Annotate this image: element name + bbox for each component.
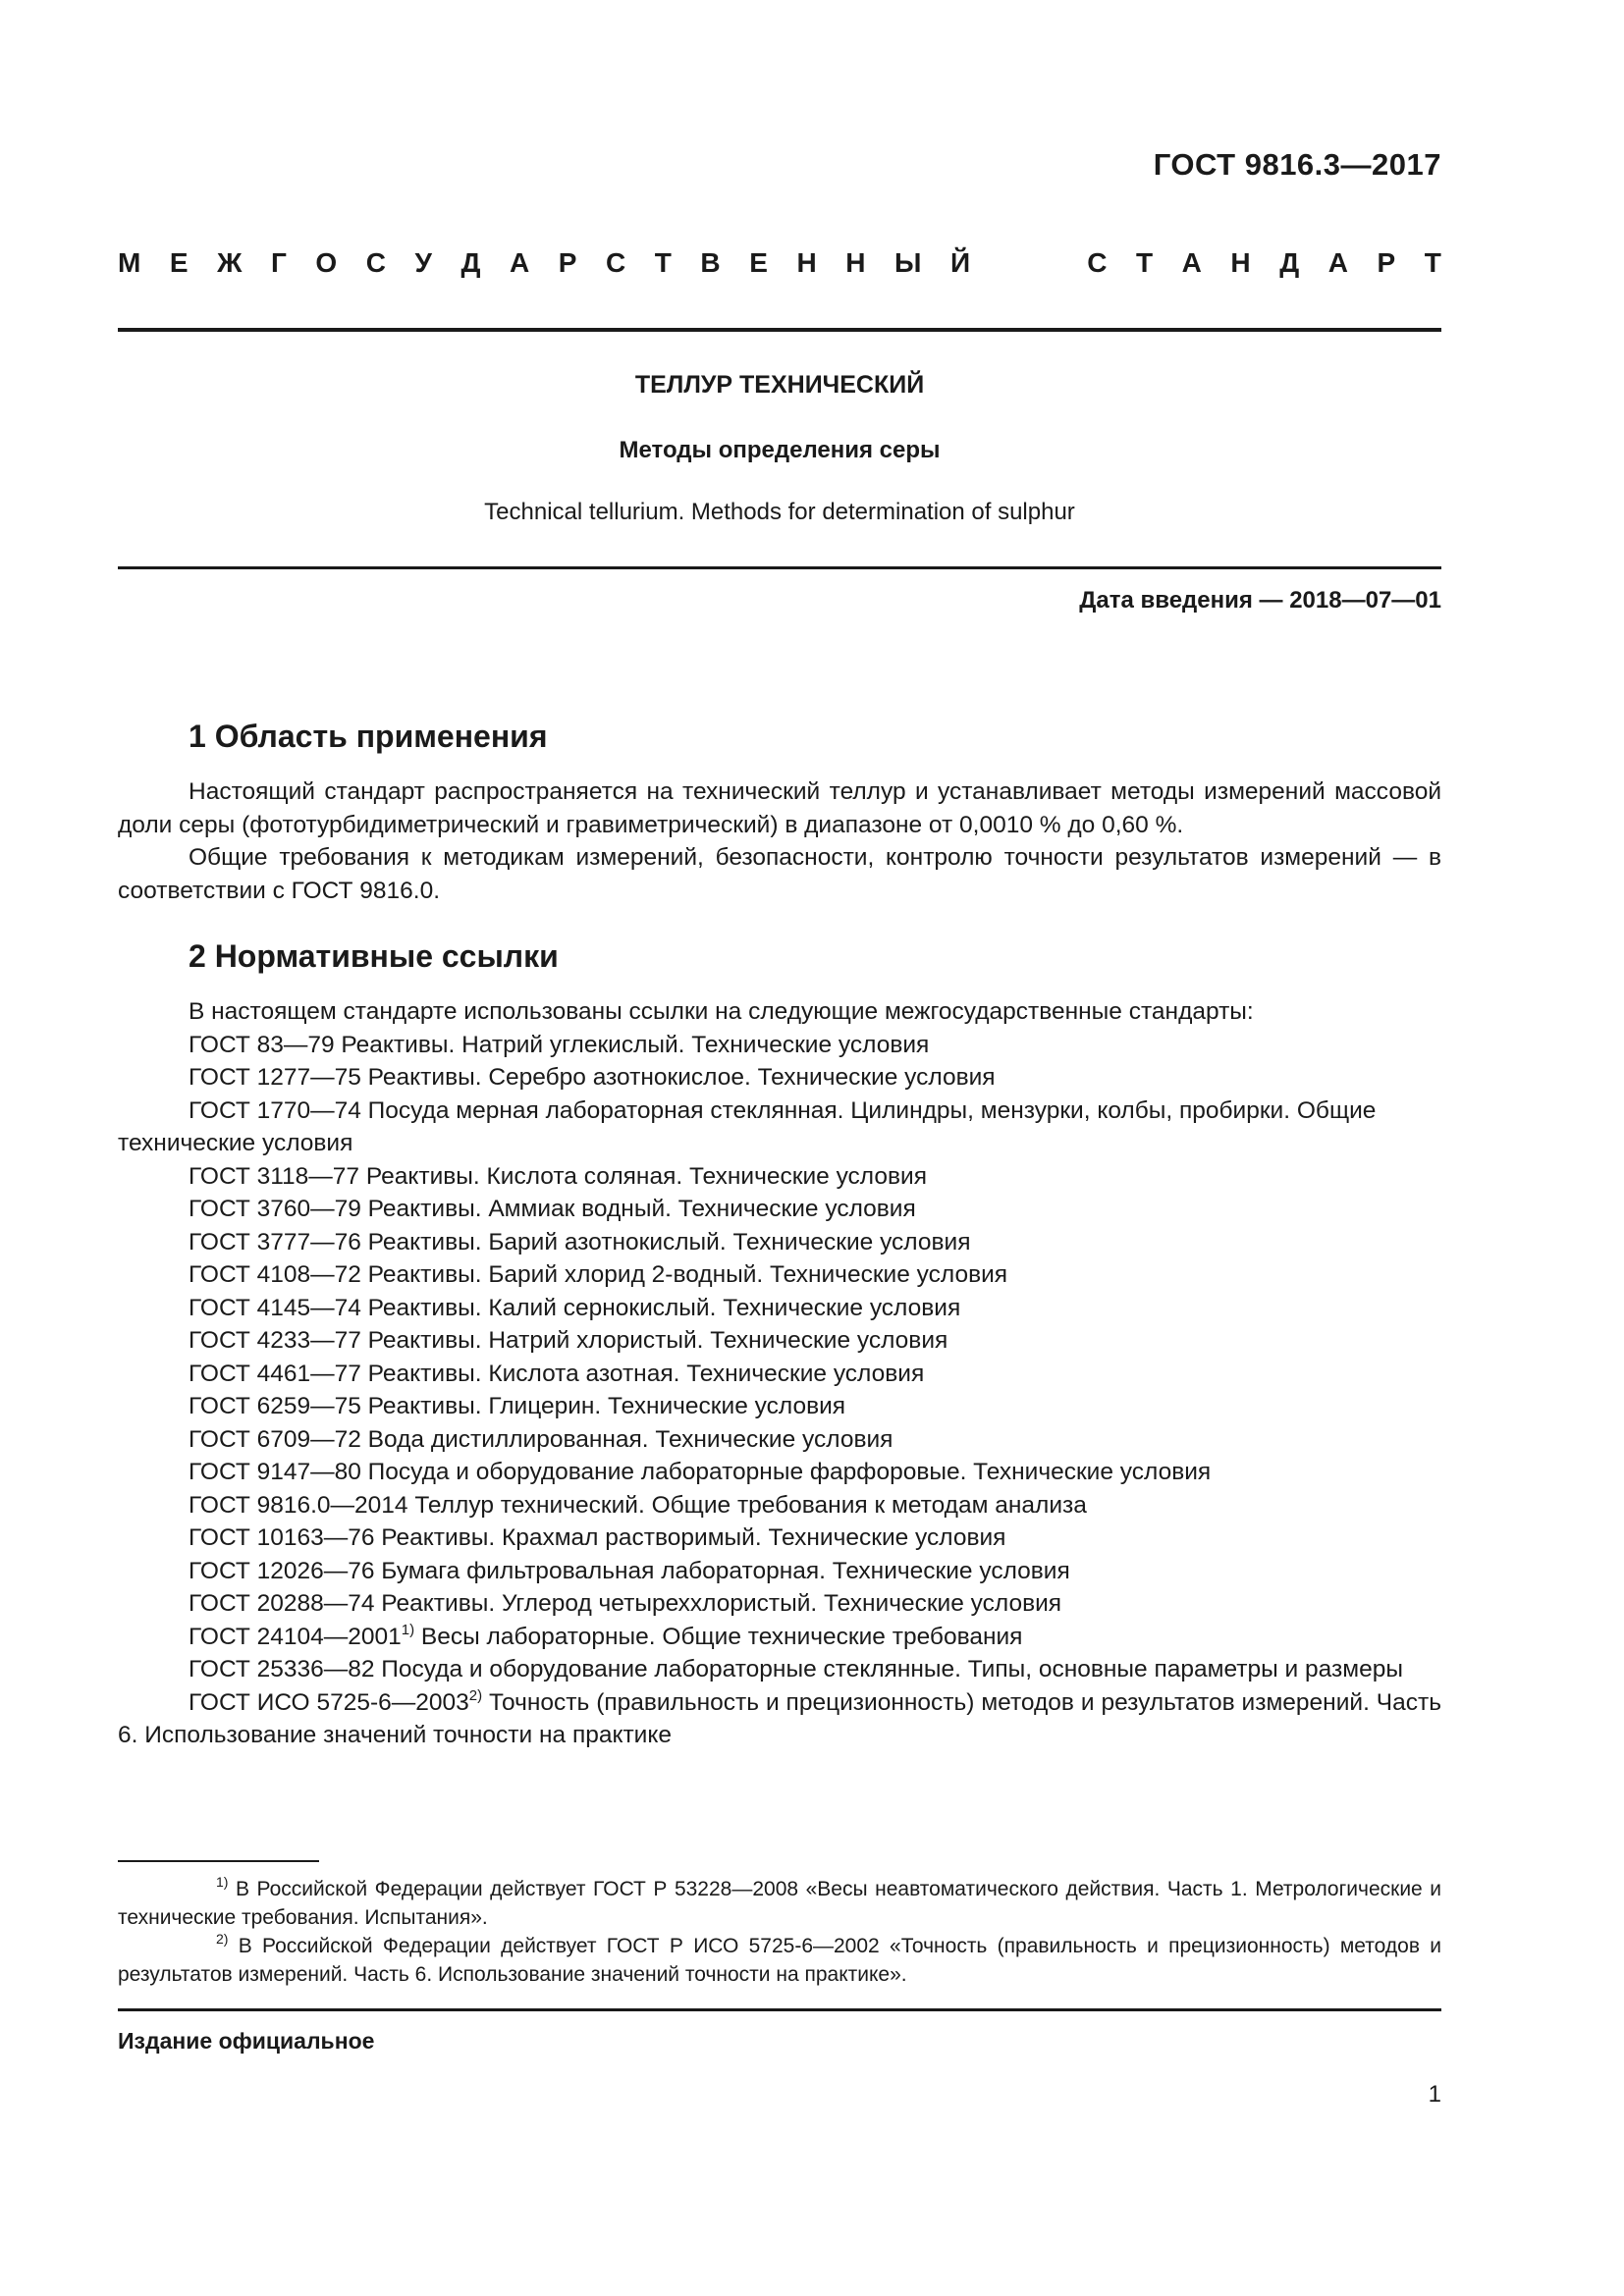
banner-letter: Д — [460, 247, 481, 278]
section-2-heading: 2 Нормативные ссылки — [189, 938, 559, 974]
reference-title: Весы лабораторные. Общие технические требования — [414, 1623, 1023, 1650]
banner-letter: Н — [845, 247, 866, 278]
top-divider — [118, 328, 1441, 332]
banner-letter: В — [700, 247, 721, 278]
banner-letter: М — [118, 247, 141, 278]
footnote-2 — [118, 1932, 1441, 1989]
standard-number: ГОСТ 9816.3—2017 — [1153, 147, 1441, 182]
section-1-paragraph: Настоящий стандарт распространяется на технический теллур и устанавливает методы измерений массовой доли серы (фототурбидиметрический и гравиметрический) в диапазоне от 0,0010 % до 0,60 %. — [118, 778, 1441, 838]
footnote-marker[interactable]: 1) — [401, 1621, 415, 1638]
banner-letter: Е — [749, 247, 768, 278]
reference-item: ГОСТ 9147—80 Посуда и оборудование лабораторные фарфоровые. Технические условия — [189, 1459, 1212, 1485]
reference-item: ГОСТ 4233—77 Реактивы. Натрий хлористый. Технические условия — [189, 1327, 948, 1354]
reference-item: ГОСТ 3777—76 Реактивы. Барий азотнокислый. Технические условия — [189, 1228, 971, 1255]
reference-item: ГОСТ 4145—74 Реактивы. Калий сернокислый. Технические условия — [189, 1294, 961, 1321]
reference-item: ГОСТ 25336—82 Посуда и оборудование лабораторные стеклянные. Типы, основные параметры и размеры — [189, 1656, 1403, 1682]
section-1-heading: 1 Область применения — [189, 719, 548, 754]
banner-letter: Й — [949, 247, 971, 278]
banner-letter: С — [605, 247, 626, 278]
document-subtitle: Методы определения серы — [619, 437, 941, 463]
document-page — [118, 0, 1441, 2296]
reference-item — [118, 1621, 1441, 1654]
banner-letter: Е — [169, 247, 189, 278]
reference-item: ГОСТ 83—79 Реактивы. Натрий углекислый. Технические условия — [189, 1031, 930, 1058]
reference-item: ГОСТ 4461—77 Реактивы. Кислота азотная. Технические условия — [189, 1360, 925, 1387]
banner-letter: Н — [796, 247, 817, 278]
reference-item: ГОСТ 4108—72 Реактивы. Барий хлорид 2-водный. Технические условия — [189, 1261, 1008, 1288]
document-title: ТЕЛЛУР ТЕХНИЧЕСКИЙ — [634, 371, 925, 399]
english-title: Technical tellurium. Methods for determination of sulphur — [484, 499, 1075, 525]
official-edition-label: Издание официальное — [118, 2028, 375, 2054]
footnote-divider — [118, 1860, 319, 1862]
reference-item: ГОСТ 1277—75 Реактивы. Серебро азотнокислое. Технические условия — [189, 1064, 996, 1091]
reference-code: ГОСТ 24104—2001 — [189, 1623, 402, 1650]
banner-letter: Ж — [217, 247, 243, 278]
banner-letter: Т — [1135, 247, 1154, 278]
reference-item: ГОСТ 3118—77 Реактивы. Кислота соляная. Технические условия — [189, 1162, 927, 1190]
reference-title: Точность (правильность и прецизионность) методов и результатов измерений. Часть 6. Использование значений точности на практике — [118, 1688, 1441, 1748]
footnote-1-mark: 1) — [216, 1874, 229, 1890]
reference-item: ГОСТ 9816.0—2014 Теллур технический. Общие требования к методам анализа — [189, 1491, 1087, 1519]
footer-divider — [118, 2008, 1441, 2011]
introduction-date: Дата введения — 2018—07—01 — [1079, 587, 1441, 614]
section-2-intro: В настоящем стандарте использованы ссылки на следующие межгосударственные стандарты: — [189, 998, 1254, 1025]
reference-item: ГОСТ 20288—74 Реактивы. Углерод четыреххлористый. Технические условия — [189, 1590, 1062, 1617]
reference-item: ГОСТ 10163—76 Реактивы. Крахмал растворимый. Технические условия — [189, 1524, 1006, 1551]
footnote-2-mark: 2) — [216, 1931, 229, 1947]
footnote-1-text: В Российской Федерации действует ГОСТ Р 53228—2008 «Весы неавтоматического действия. Часть 1. Метрологические и технические требования. Испытания». — [118, 1878, 1441, 1929]
normative-references-list — [118, 1029, 1441, 1621]
footnote-1 — [118, 1875, 1441, 1932]
banner-gap — [1000, 247, 1058, 279]
title-divider — [118, 566, 1441, 569]
reference-item: ГОСТ 1770—74 Посуда мерная лабораторная стеклянная. Цилиндры, мензурки, колбы, пробирки. Общие технические условия — [118, 1096, 1377, 1156]
banner-letter: Р — [1377, 247, 1396, 278]
reference-item: ГОСТ 12026—76 Бумага фильтровальная лабораторная. Технические условия — [189, 1557, 1070, 1584]
banner-letter: Д — [1279, 247, 1300, 278]
footnote-2-text: В Российской Федерации действует ГОСТ Р ИСО 5725-6—2002 «Точность (правильность и прецизионность) методов и результатов измерений. Часть 6. Использование значений точности на практике». — [118, 1935, 1441, 1986]
banner-letter: О — [315, 247, 338, 278]
banner-letter: Г — [270, 247, 287, 278]
banner-letter: У — [414, 247, 432, 278]
page-number: 1 — [1428, 2081, 1441, 2108]
document-body — [118, 717, 1441, 1752]
banner-letter: А — [1181, 247, 1202, 278]
interstate-standard-banner — [118, 247, 1441, 279]
banner-letter: С — [365, 247, 386, 278]
banner-letter: Н — [1230, 247, 1251, 278]
reference-item: ГОСТ 3760—79 Реактивы. Аммиак водный. Технические условия — [189, 1196, 916, 1222]
footnotes — [118, 1875, 1441, 1989]
section-1-paragraph: Общие требования к методикам измерений, безопасности, контролю точности результатов измерений — в соответствии с ГОСТ 9816.0. — [118, 844, 1441, 904]
banner-letter: Р — [558, 247, 577, 278]
reference-item — [118, 1686, 1441, 1752]
reference-item: ГОСТ 6259—75 Реактивы. Глицерин. Технические условия — [189, 1393, 846, 1419]
banner-letter: С — [1087, 247, 1108, 278]
reference-code: ГОСТ ИСО 5725-6—2003 — [189, 1688, 469, 1716]
banner-letter: А — [1327, 247, 1348, 278]
banner-letter: Ы — [894, 247, 922, 278]
reference-item: ГОСТ 6709—72 Вода дистиллированная. Технические условия — [189, 1425, 893, 1453]
banner-letter: Т — [1424, 247, 1441, 278]
banner-letter: А — [509, 247, 530, 278]
footnote-marker[interactable]: 2) — [468, 1686, 483, 1704]
normative-references-tail — [118, 1621, 1441, 1752]
banner-letter: Т — [654, 247, 672, 278]
